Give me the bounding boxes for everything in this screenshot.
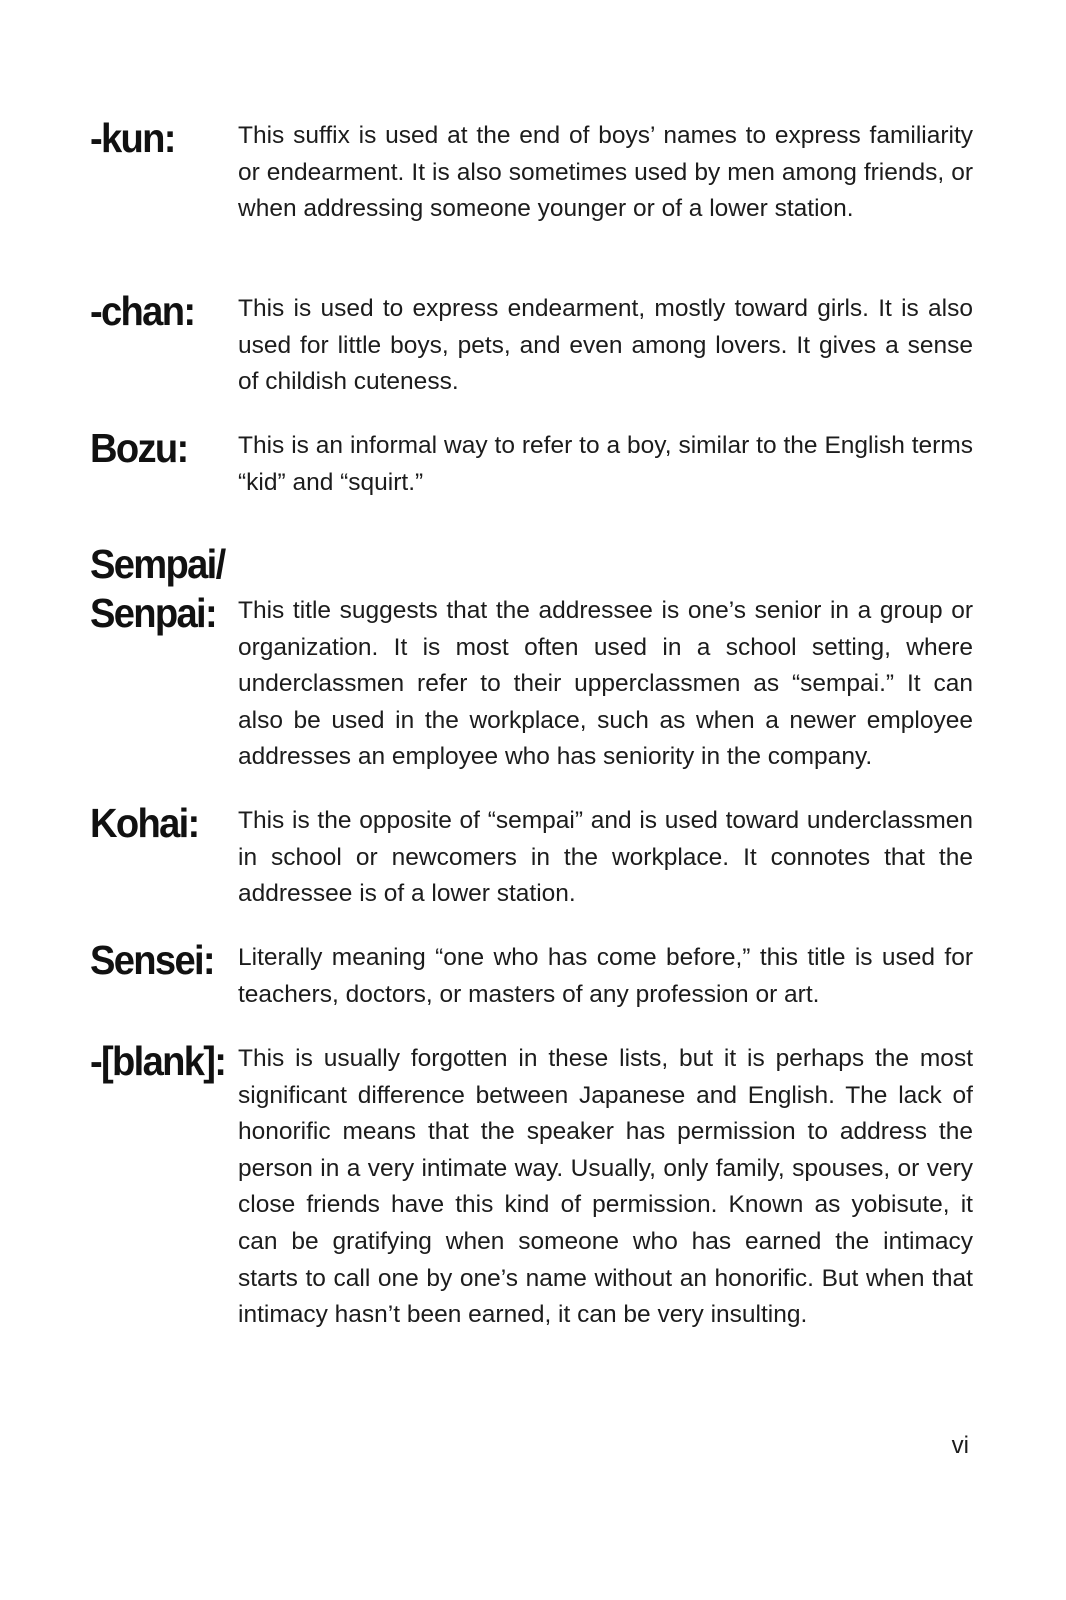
term-chan: -chan: <box>90 288 195 334</box>
definition-chan: This is used to express endearment, mostly toward girls. It is also used for little boys, pets, and even among lovers. It gives a sense of childish cuteness. <box>238 295 973 396</box>
definition-blank: This is usually forgotten in these lists, but it is perhaps the most significant difference between Japanese and English. The lack of honorific means that the speaker has permission to address the person in a very intimate way. Usually, only family, spouses, or very close friends have this kind of permission. Known as yobisute, it can be gratifying when someone who has earned the intimacy starts to call one by one’s name without an honorific. But when that intimacy hasn’t been earned, it can be very insulting. <box>238 1045 973 1329</box>
definition-sensei: Literally meaning “one who has come before,” this title is used for teachers, doctors, or masters of any profession or art. <box>238 944 973 1008</box>
term-kun: -kun: <box>90 115 175 161</box>
term-bozu: Bozu: <box>90 425 188 471</box>
term-sempai: Sempai/ Senpai: <box>90 541 225 636</box>
page-number: vi <box>951 1432 969 1459</box>
term-blank: -[blank]: <box>90 1038 226 1084</box>
definition-bozu: This is an informal way to refer to a boy, similar to the English terms “kid” and “squirt.” <box>238 432 973 496</box>
definition-sempai: This title suggests that the addressee is one’s senior in a group or organization. It is most often used in a school setting, where underclassmen refer to their upperclassmen as “sempai.” It can also be used in the workplace, such as when a newer employee addresses an employee who has seniority in the company. <box>238 597 973 771</box>
definition-kohai: This is the opposite of “sempai” and is used toward underclassmen in school or newcomers in the workplace. It connotes that the addressee is of a lower station. <box>238 807 973 908</box>
definition-kun: This suffix is used at the end of boys’ names to express familiarity or endearment. It is also sometimes used by men among friends, or when addressing someone younger or of a lower station. <box>238 122 973 223</box>
term-kohai: Kohai: <box>90 800 199 846</box>
term-sensei: Sensei: <box>90 937 214 983</box>
